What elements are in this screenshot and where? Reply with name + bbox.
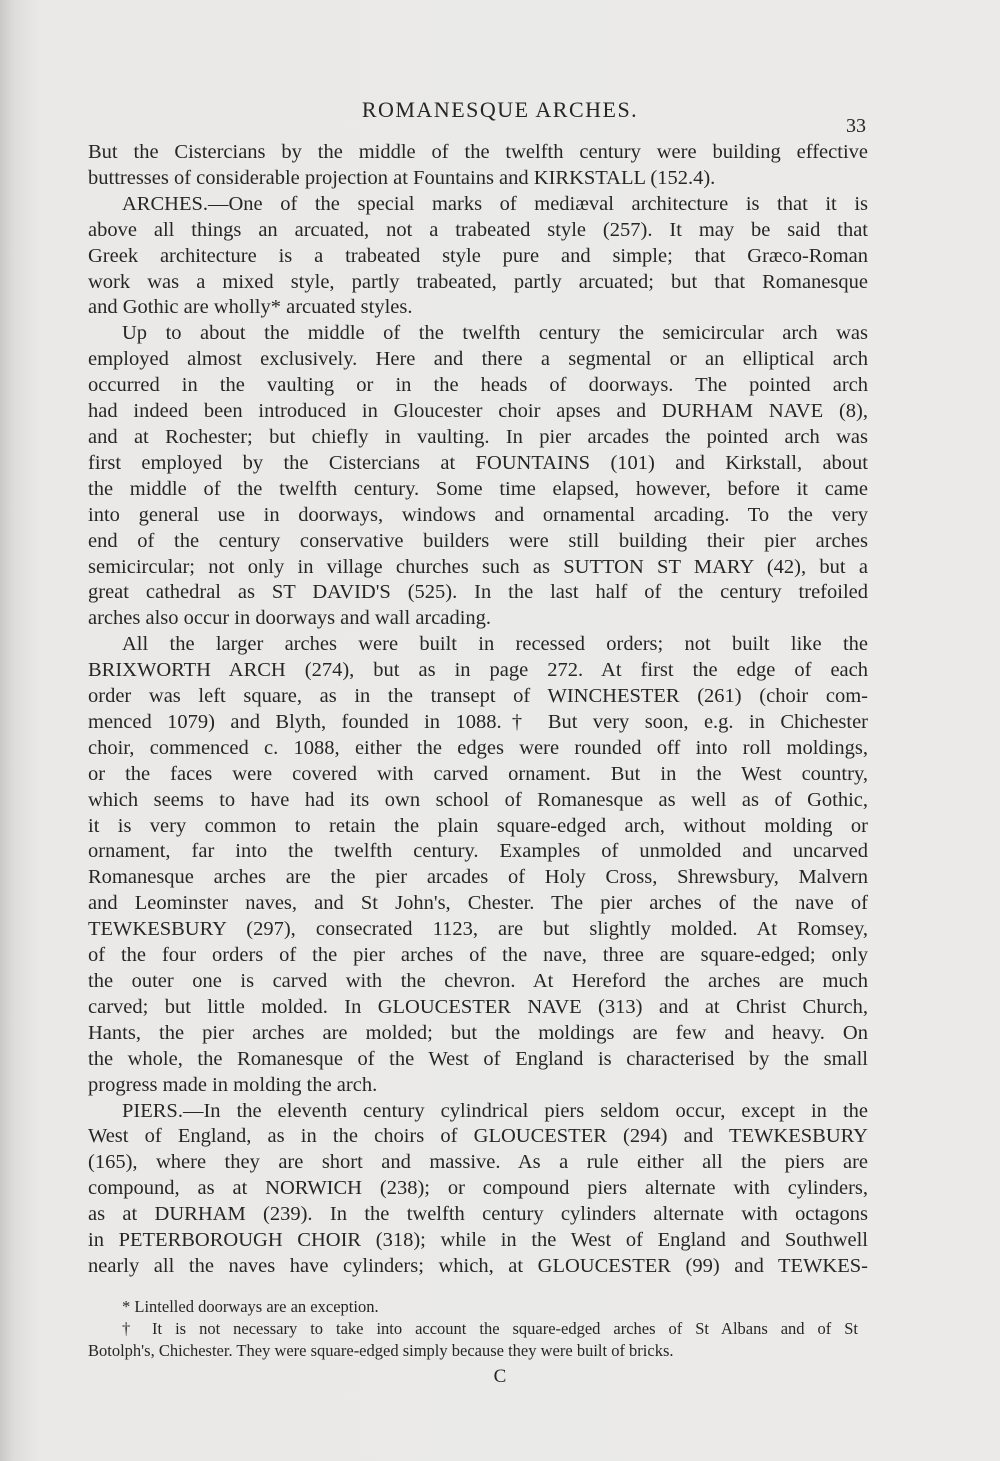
- text-line: or the faces were covered with carved ornament. But in the West country,: [88, 762, 868, 785]
- text-line: above all things an arcuated, not a trabeated style (257). It may be said that: [88, 218, 868, 241]
- text-line: and Gothic are wholly* arcuated styles.: [88, 296, 413, 319]
- text-line: it is very common to retain the plain square-edged arch, without molding or: [88, 814, 868, 837]
- text-line: which seems to have had its own school of Romanesque as well as of Gothic,: [88, 788, 868, 811]
- text-line: All the larger arches were built in recessed orders; not built like the: [122, 633, 868, 656]
- text-line: PIERS.—In the eleventh century cylindrical piers seldom occur, except in the: [122, 1099, 868, 1122]
- text-line: of the four orders of the pier arches of the nave, three are square-edged; only: [88, 944, 868, 967]
- text-line: and Leominster naves, and St John's, Chester. The pier arches of the nave of: [88, 892, 868, 915]
- text-line: nearly all the naves have cylinders; which, at GLOUCESTER (99) and TEWKES-: [88, 1254, 868, 1277]
- footnote: * Lintelled doorways are an exception.: [122, 1297, 379, 1316]
- text-line: TEWKESBURY (297), consecrated 1123, are but slightly molded. At Romsey,: [88, 918, 868, 941]
- text-line: (165), where they are short and massive. As a rule either all the piers are: [88, 1151, 868, 1174]
- text-line: great cathedral as ST DAVID'S (525). In the last half of the century trefoiled: [88, 581, 868, 604]
- running-title: ROMANESQUE ARCHES.: [361, 97, 639, 122]
- text-line: end of the century conservative builders were still building their pier arches: [88, 529, 868, 552]
- text-line: carved; but little molded. In GLOUCESTER NAVE (313) and at Christ Church,: [88, 995, 868, 1018]
- text-line: the middle of the twelfth century. Some time elapsed, however, before it came: [88, 477, 868, 500]
- text-line: compound, as at NORWICH (238); or compound piers alternate with cylinders,: [88, 1177, 868, 1200]
- text-line: occurred in the vaulting or in the heads of doorways. The pointed arch: [88, 374, 868, 397]
- text-line: choir, commenced c. 1088, either the edges were rounded off into roll moldings,: [88, 736, 868, 759]
- text-line: employed almost exclusively. Here and there a segmental or an elliptical arch: [88, 348, 868, 371]
- text-line: BRIXWORTH ARCH (274), but as in page 272. At first the edge of each: [88, 659, 868, 682]
- text-line: West of England, as in the choirs of GLOUCESTER (294) and TEWKESBURY: [88, 1125, 868, 1148]
- text-line: the outer one is carved with the chevron. At Hereford the arches are much: [88, 970, 868, 992]
- text-line: order was left square, as in the transept of WINCHESTER (261) (choir com-: [88, 685, 868, 708]
- text-line: menced 1079) and Blyth, founded in 1088.† But very soon, e.g. in Chichester: [88, 710, 868, 733]
- text-line: the whole, the Romanesque of the West of England is characterised by the small: [88, 1047, 868, 1070]
- text-line: into general use in doorways, windows and ornamental arcading. To the very: [88, 503, 868, 526]
- text-line: buttresses of considerable projection at Fountains and KIRKSTALL (152.4).: [88, 166, 716, 189]
- signature-mark: C: [493, 1366, 507, 1387]
- text-line: Hants, the pier arches are molded; but the moldings are few and heavy. On: [88, 1021, 868, 1044]
- body-text: [88, 140, 868, 1280]
- footnote: † It is not necessary to take into account the square-edged arches of St Albans and of St: [122, 1319, 858, 1338]
- text-line: progress made in molding the arch.: [88, 1073, 378, 1096]
- text-line: work was a mixed style, partly trabeated, partly arcuated; but that Romanesque: [88, 270, 868, 293]
- text-line: first employed by the Cistercians at FOUNTAINS (101) and Kirkstall, about: [88, 451, 868, 474]
- text-line: Romanesque arches are the pier arcades of Holy Cross, Shrewsbury, Malvern: [88, 866, 868, 889]
- text-line: ornament, far into the twelfth century. Examples of unmolded and uncarved: [88, 840, 868, 863]
- text-line: and at Rochester; but chiefly in vaulting. In pier arcades the pointed arch was: [88, 425, 868, 448]
- text-line: as at DURHAM (239). In the twelfth century cylinders alternate with octagons: [88, 1203, 868, 1226]
- text-line: But the Cistercians by the middle of the twelfth century were building effective: [88, 141, 868, 163]
- footnotes: [88, 1296, 858, 1362]
- page-number: 33: [846, 115, 866, 137]
- text-line: Up to about the middle of the twelfth century the semicircular arch was: [122, 322, 868, 345]
- text-line: Greek architecture is a trabeated style pure and simple; that Græco-Roman: [88, 244, 868, 267]
- text-line: arches also occur in doorways and wall arcading.: [88, 607, 492, 630]
- text-line: ARCHES.—One of the special marks of mediæval architecture is that it is: [122, 192, 868, 215]
- text-line: had indeed been introduced in Gloucester choir apses and DURHAM NAVE (8),: [88, 400, 868, 423]
- footnote: Botolph's, Chichester. They were square-edged simply because they were built of bricks.: [88, 1341, 674, 1360]
- text-line: in PETERBOROUGH CHOIR (318); while in the West of England and Southwell: [88, 1229, 868, 1252]
- text-line: semicircular; not only in village churches such as SUTTON ST MARY (42), but a: [88, 555, 868, 578]
